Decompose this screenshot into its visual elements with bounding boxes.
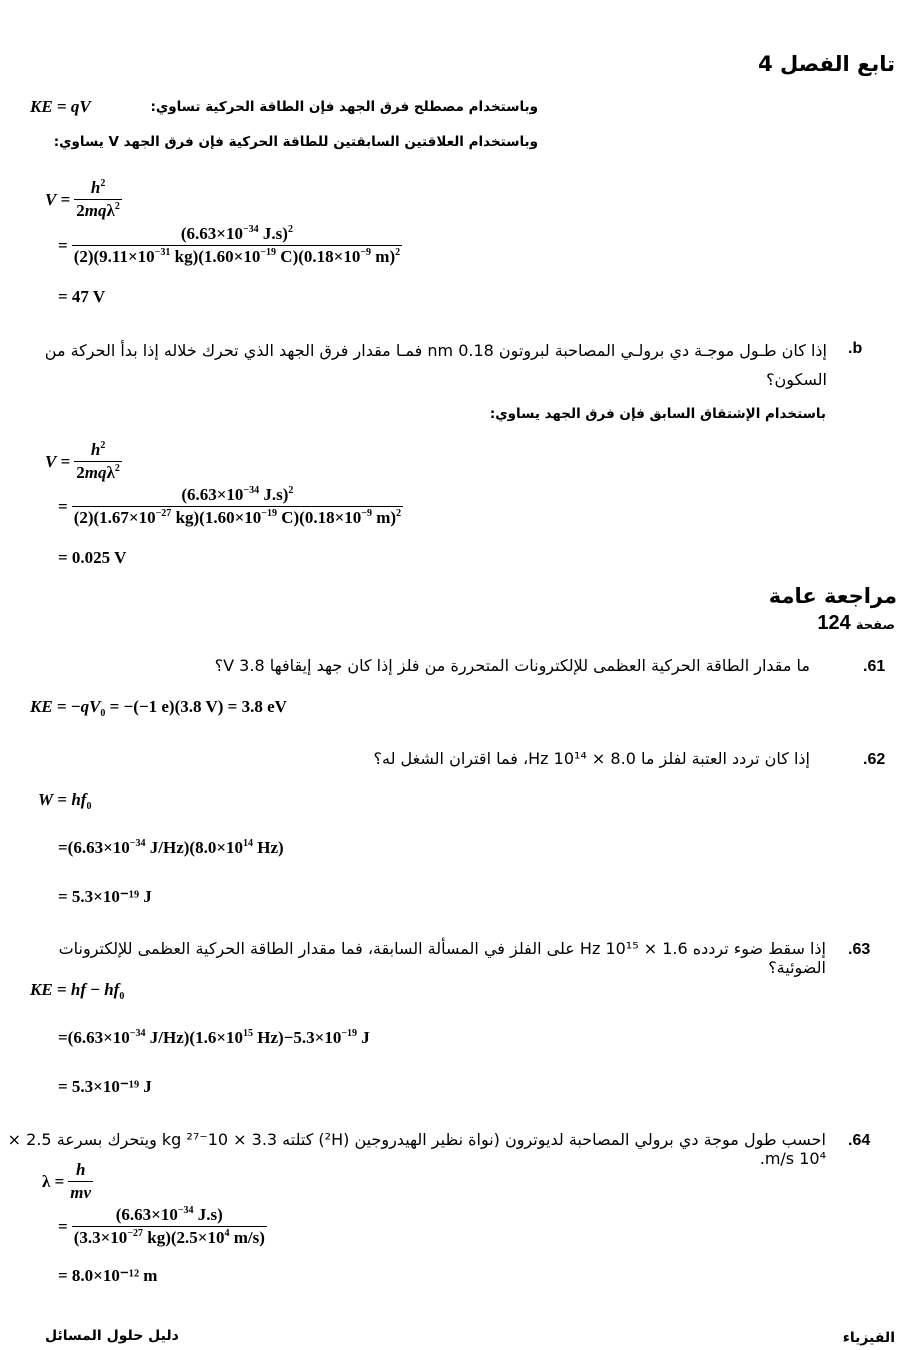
- question-62-result: = 5.3×10⁻¹⁹ J: [58, 887, 152, 906]
- part-a-formula-v: V = $\frac{h^2}{2mq\lambda^2}$: [45, 178, 120, 220]
- part-b-substitution: = $\frac{(6.63\times 10^{-34} J.s)^2}{(2)(1.67\times 10^{-27} kg)(1.60\times 10^{-19} C)(0.18\times 10^{-9} m)^2}$: [58, 485, 402, 527]
- part-a-line1: وباستخدام مصطلح فرق الجهد فإن الطاقة الحركية تساوي:: [150, 99, 538, 115]
- question-61-text: ما مقدار الطاقة الحركية العظمى للإلكترونات المتحررة من فلز إذا كان جهد إيقافها 3.8 V؟: [214, 656, 810, 675]
- question-63-formula: KE = hf − $hf_0$: [30, 980, 125, 1002]
- footer-guide: دليل حلول المسائل: [45, 1328, 179, 1344]
- part-a-substitution: = $\frac{(6.63\times 10^{-34} J.s)^2}{(2)(9.11\times 10^{-31} kg)(1.60\times 10^{-19} C)(0.18\times 10^{-9} m)^2}$: [58, 224, 401, 266]
- part-a-line2: وباستخدام العلاقتين السابقتين للطاقة الحركية فإن فرق الجهد V يساوي:: [53, 134, 538, 150]
- question-61-solution: KE = $-qV_0 = -(-1$ e)(3.8 V) = 3.8 eV: [30, 697, 287, 719]
- part-b-intro: باستخدام الإشتقاق السابق فإن فرق الجهد يساوي:: [489, 406, 826, 422]
- question-63-text: إذا سقط ضوء تردده 1.6 × 10¹⁵ Hz على الفلز في المسألة السابقة، فما مقدار الطاقة الحركية العظمى للإلكترونات الضوئية؟: [58, 939, 826, 977]
- question-63-number: .63: [848, 941, 871, 958]
- part-b-result: = 0.025 V: [58, 548, 127, 567]
- question-62-number: .62: [863, 751, 886, 768]
- part-a-result: = 47 V: [58, 287, 106, 306]
- part-b-question: إذا كان طـول موجـة دي برولـي المصاحبة لبروتون 0.18 nm فمـا مقدار فرق الجهد الذي تحرك خلاله إذا بدأ الحركة من السكون؟: [44, 341, 827, 389]
- part-b-formula-v: V = $\frac{h^2}{2mq\lambda^2}$: [45, 440, 120, 482]
- question-64-number: .64: [848, 1132, 871, 1149]
- page-number: 124: [817, 612, 851, 634]
- page-title: تابع الفصل 4: [758, 52, 895, 76]
- section-title: مراجعة عامة: [768, 584, 897, 608]
- question-64-substitution: = $\frac{(6.63\times 10^{-34} J.s)}{(3.3\times 10^{-27} kg)(2.5\times 10^4 m/s)}$: [58, 1205, 265, 1247]
- question-62-formula: $W = hf_0$: [38, 790, 92, 812]
- question-64-result: = 8.0×10⁻¹² m: [58, 1266, 158, 1285]
- question-64-text: احسب طول موجة دي برولي المصاحبة لديوترون (نواة نظير الهيدروجين (²H) كتلته 3.3 × 10⁻²⁷ kg ويتحرك بسرعة 2.5 × 10⁴ m/s.: [7, 1130, 826, 1168]
- question-61-number: .61: [863, 658, 886, 675]
- question-63-substitution: $=(6.63\times 10^{-34}$ $J/Hz)(1.6\times 10^{15}$ $Hz)-5.3\times 10^{-19}$ J: [58, 1028, 370, 1047]
- part-b-label: .b: [848, 340, 863, 357]
- footer-subject: الفيزياء: [842, 1330, 895, 1346]
- question-62-substitution: $=(6.63\times 10^{-34}$ $J/Hz)(8.0\times 10^{14}$ Hz): [58, 838, 284, 857]
- question-63-result: = 5.3×10⁻¹⁹ J: [58, 1077, 152, 1096]
- question-62-text: إذا كان تردد العتبة لفلز ما 8.0 × 10¹⁴ Hz، فما اقتران الشغل له؟: [373, 749, 810, 768]
- part-a-ke-formula: KE = qV: [30, 97, 91, 116]
- page-label: صفحة: [855, 618, 895, 633]
- question-64-formula: λ = $\frac{h}{mv}$: [42, 1160, 92, 1202]
- page-reference: [817, 612, 895, 635]
